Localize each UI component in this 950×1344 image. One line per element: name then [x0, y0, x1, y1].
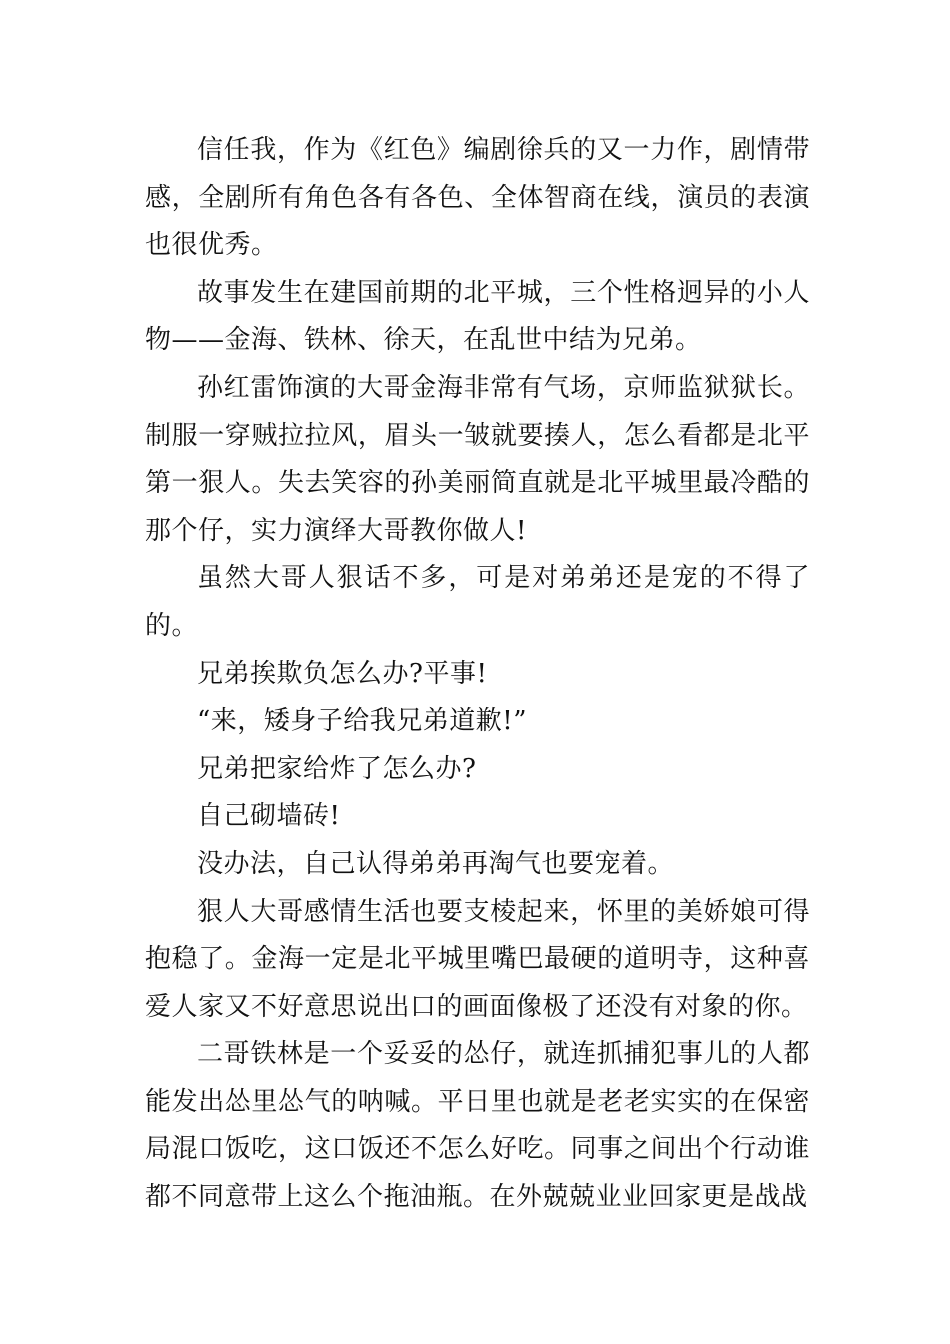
- paragraph-quote-apology: “来，矮身子给我兄弟道歉!”: [197, 706, 528, 737]
- paragraph-answer-bricks: 自己砌墙砖!: [197, 801, 341, 832]
- paragraph-question-house: 兄弟把家给炸了怎么办?: [197, 753, 477, 784]
- paragraph-jinhai: 孙红雷饰演的大哥金海非常有气场，京师监狱狱长。制服一穿贼拉拉风，眉头一皱就要揍人，怎么看都是北平第一狠人。失去笑容的孙美丽简直就是北平城里最冷酷的那个仔，实力演绎大哥教你做人!: [145, 372, 810, 546]
- paragraph-tielin: 二哥铁林是一个妥妥的怂仔，就连抓捕犯事儿的人都能发出怂里怂气的呐喊。平日里也就是老老实实的在保密局混口饭吃，这口饭还不怎么好吃。同事之间出个行动谁都不同意带上这么个拖油瓶。在外兢兢业业回家更是战战: [145, 1039, 810, 1213]
- paragraph-intro: 信任我，作为《红色》编剧徐兵的又一力作，剧情带感，全剧所有角色各有各色、全体智商在线，演员的表演也很优秀。: [145, 135, 810, 261]
- paragraph-story: 故事发生在建国前期的北平城，三个性格迥异的小人物——金海、铁林、徐天，在乱世中结为兄弟。: [145, 277, 810, 356]
- paragraph-romance: 狠人大哥感情生活也要支棱起来，怀里的美娇娘可得抱稳了。金海一定是北平城里嘴巴最硬的道明寺，这种喜爱人家又不好意思说出口的画面像极了还没有对象的你。: [145, 896, 810, 1022]
- document-body: [145, 127, 810, 1222]
- paragraph-question-bullied: 兄弟挨欺负怎么办?平事!: [197, 658, 488, 689]
- paragraph-brother-care: 虽然大哥人狠话不多，可是对弟弟还是宠的不得了的。: [145, 563, 810, 641]
- paragraph-spoil: 没办法，自己认得弟弟再淘气也要宠着。: [197, 848, 675, 879]
